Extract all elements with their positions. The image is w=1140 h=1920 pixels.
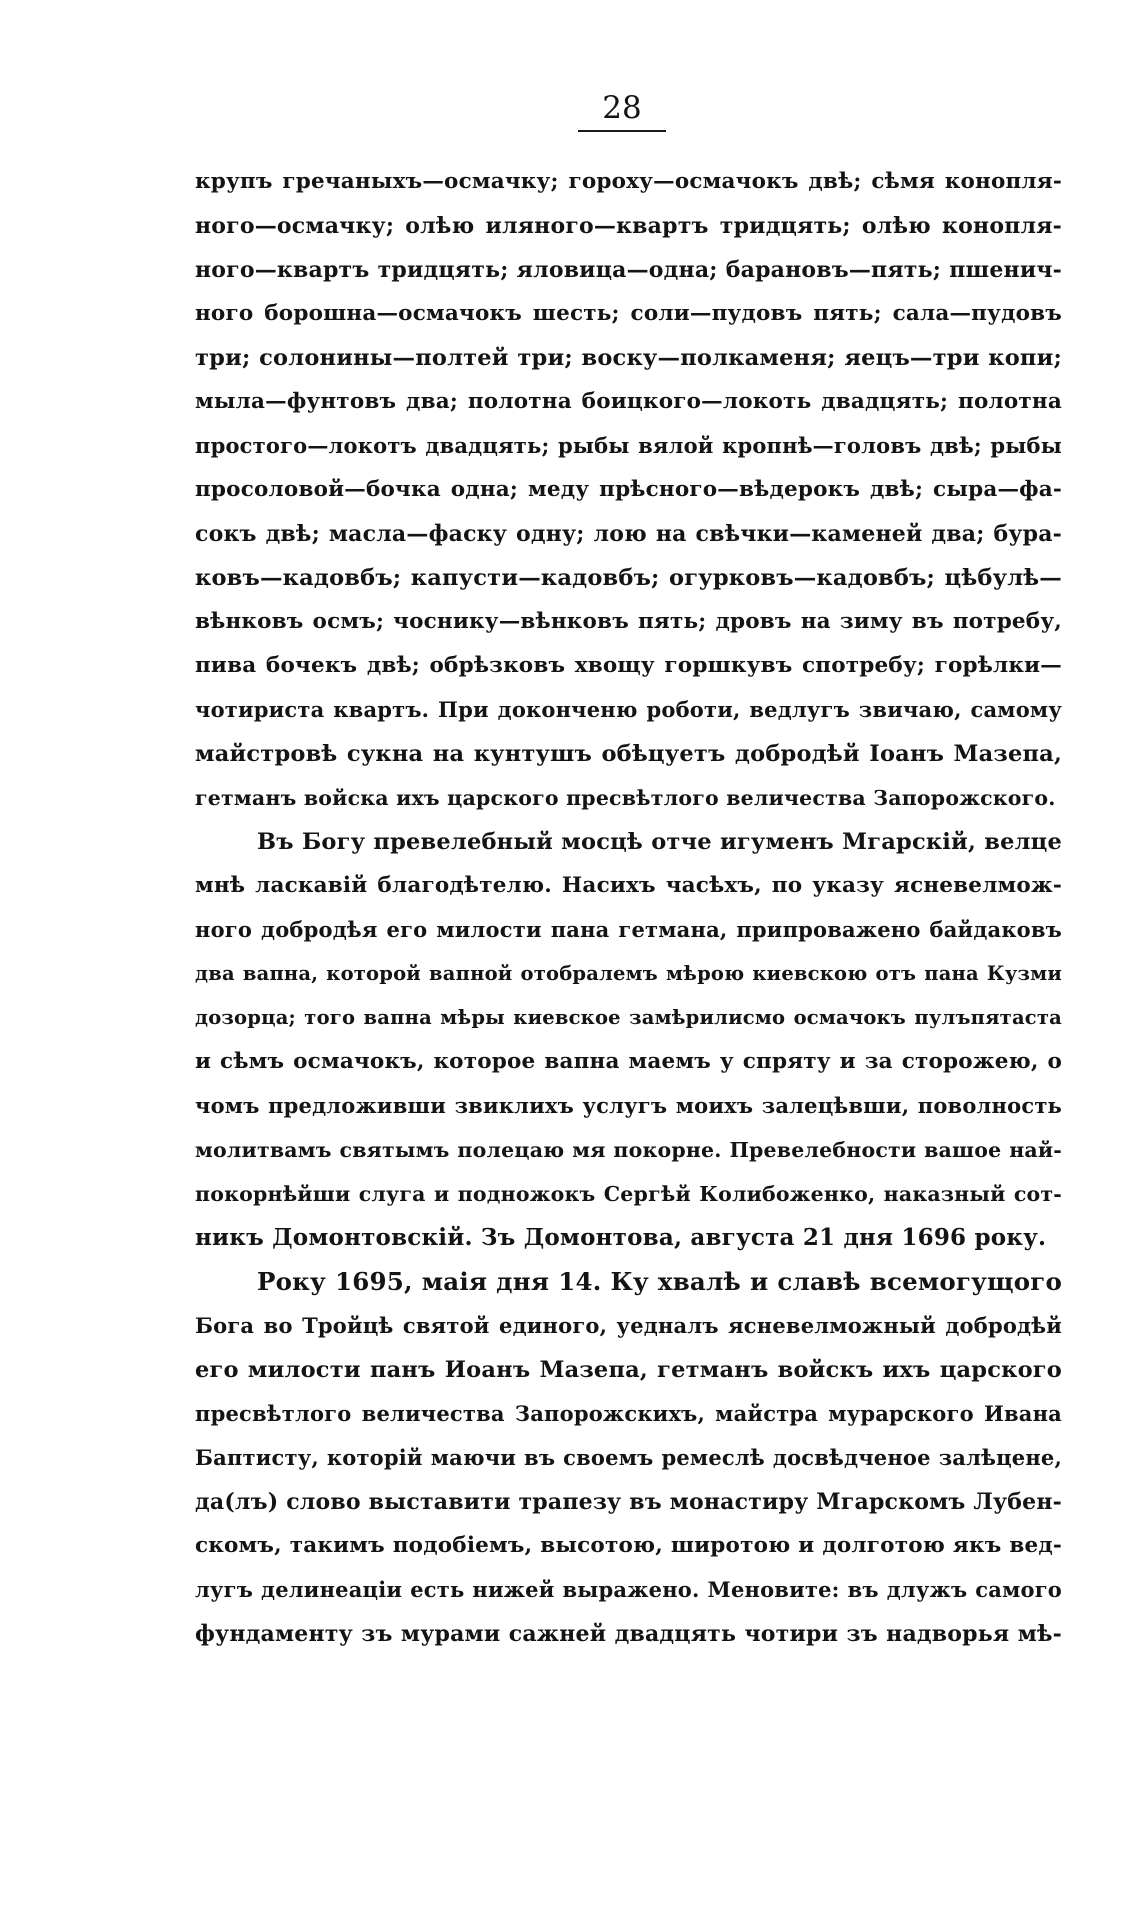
text-line: чомъ предложивши звиклихъ услугъ моихъ залецѣвши, поволность: [195, 1093, 1062, 1118]
text-line: фундаменту зъ мурами сажней двадцять чотири зъ надворья мѣ-: [195, 1621, 1062, 1647]
text-line: ного—квартъ тридцять; яловица—одна; барановъ—пять; пшенич-: [195, 257, 1062, 283]
text-line: лугъ делинеаціи есть нижей выражено. Меновите: въ длужъ самого: [195, 1577, 1062, 1602]
text-line: ного добродѣя его милости пана гетмана, припроважено байдаковъ: [195, 917, 1062, 942]
text-line: Баптисту, которій маючи въ своемъ ремеслѣ досвѣдченое залѣцене,: [195, 1445, 1062, 1470]
body-text: [195, 160, 1062, 1656]
text-line: ного борошна—осмачокъ шесть; соли—пудовъ пять; сала—пудовъ: [195, 301, 1062, 326]
text-line: ковъ—кадовбъ; капусти—кадовбъ; огурковъ—кадовбъ; цѣбулѣ—: [195, 565, 1062, 591]
text-line: скомъ, такимъ подобіемъ, высотою, широтою и долготою якъ вед-: [195, 1533, 1062, 1558]
paragraph-3: [195, 1260, 1062, 1656]
text-line: мыла—фунтовъ два; полотна боицкого—локоть двадцять; полотна: [195, 389, 1062, 414]
text-line: сокъ двѣ; масла—фаску одну; лою на свѣчки—каменей два; бура-: [195, 521, 1062, 547]
paragraph-2: [195, 820, 1062, 1260]
text-line: три; солонины—полтей три; воску—полкаменя; яецъ—три копи;: [195, 345, 1062, 371]
text-line: Въ Богу превелебный мосцѣ отче игуменъ Мгарскій, велце: [257, 829, 1062, 855]
text-line: просоловой—бочка одна; меду прѣсного—вѣдерокъ двѣ; сыра—фа-: [195, 477, 1062, 502]
text-line: гетманъ войска ихъ царского пресвѣтлого величества Запорожского.: [195, 786, 1056, 810]
text-line: покорнѣйши слуга и подножокъ Сергѣй Колибоженко, наказный сот-: [195, 1182, 1062, 1206]
text-line: майстровѣ сукна на кунтушъ обѣцуетъ добродѣй Іоанъ Мазепа,: [195, 741, 1062, 767]
text-line: чотириста квартъ. При доконченю роботи, ведлугъ звичаю, самому: [195, 697, 1062, 722]
page-header: [0, 88, 1140, 132]
text-line: Року 1695, маія дня 14. Ку хвалѣ и славѣ всемогущого: [257, 1267, 1062, 1296]
text-line: дозорца; того вапна мѣры киевское замѣрилисмо осмачокъ пулъпятаста: [195, 1006, 1062, 1029]
paragraph-1: [195, 160, 1062, 820]
text-line: молитвамъ святымъ полецаю мя покорне. Превелебности вашое най-: [195, 1138, 1062, 1162]
text-line: да(лъ) слово выставити трапезу въ монастиру Мгарскомъ Лубен-: [195, 1489, 1062, 1515]
text-line: простого—локотъ двадцять; рыбы вялой кропнѣ—головъ двѣ; рыбы: [195, 433, 1062, 458]
text-line: вѣнковъ осмъ; чоснику—вѣнковъ пять; дровъ на зиму въ потребу,: [195, 609, 1062, 634]
text-line: и сѣмъ осмачокъ, которое вапна маемъ у спряту и за сторожею, о: [195, 1049, 1062, 1074]
text-line: Бога во Тройцѣ святой единого, уедналъ ясневелможный добродѣй: [195, 1313, 1062, 1338]
text-line: никъ Домонтовскій. Зъ Домонтова, августа 21 дня 1696 року.: [195, 1224, 1047, 1251]
text-line: его милости панъ Иоанъ Мазепа, гетманъ войскъ ихъ царского: [195, 1357, 1062, 1383]
text-line: пресвѣтлого величества Запорожскихъ, майстра мурарского Ивана: [195, 1401, 1062, 1426]
page-number: 28: [578, 88, 665, 132]
text-line: ного—осмачку; олѣю иляного—квартъ тридцять; олѣю конопля-: [195, 213, 1062, 239]
text-line: два вапна, которой вапной отобралемъ мѣрою киевскою отъ пана Кузми: [195, 962, 1062, 985]
text-line: мнѣ ласкавій благодѣтелю. Насихъ часѣхъ, по указу ясневелмож-: [195, 873, 1062, 898]
text-line: пива бочекъ двѣ; обрѣзковъ хвощу горшкувъ спотребу; горѣлки—: [195, 653, 1062, 678]
text-line: крупъ гречаныхъ—осмачку; гороху—осмачокъ двѣ; сѣмя конопля-: [195, 169, 1062, 194]
